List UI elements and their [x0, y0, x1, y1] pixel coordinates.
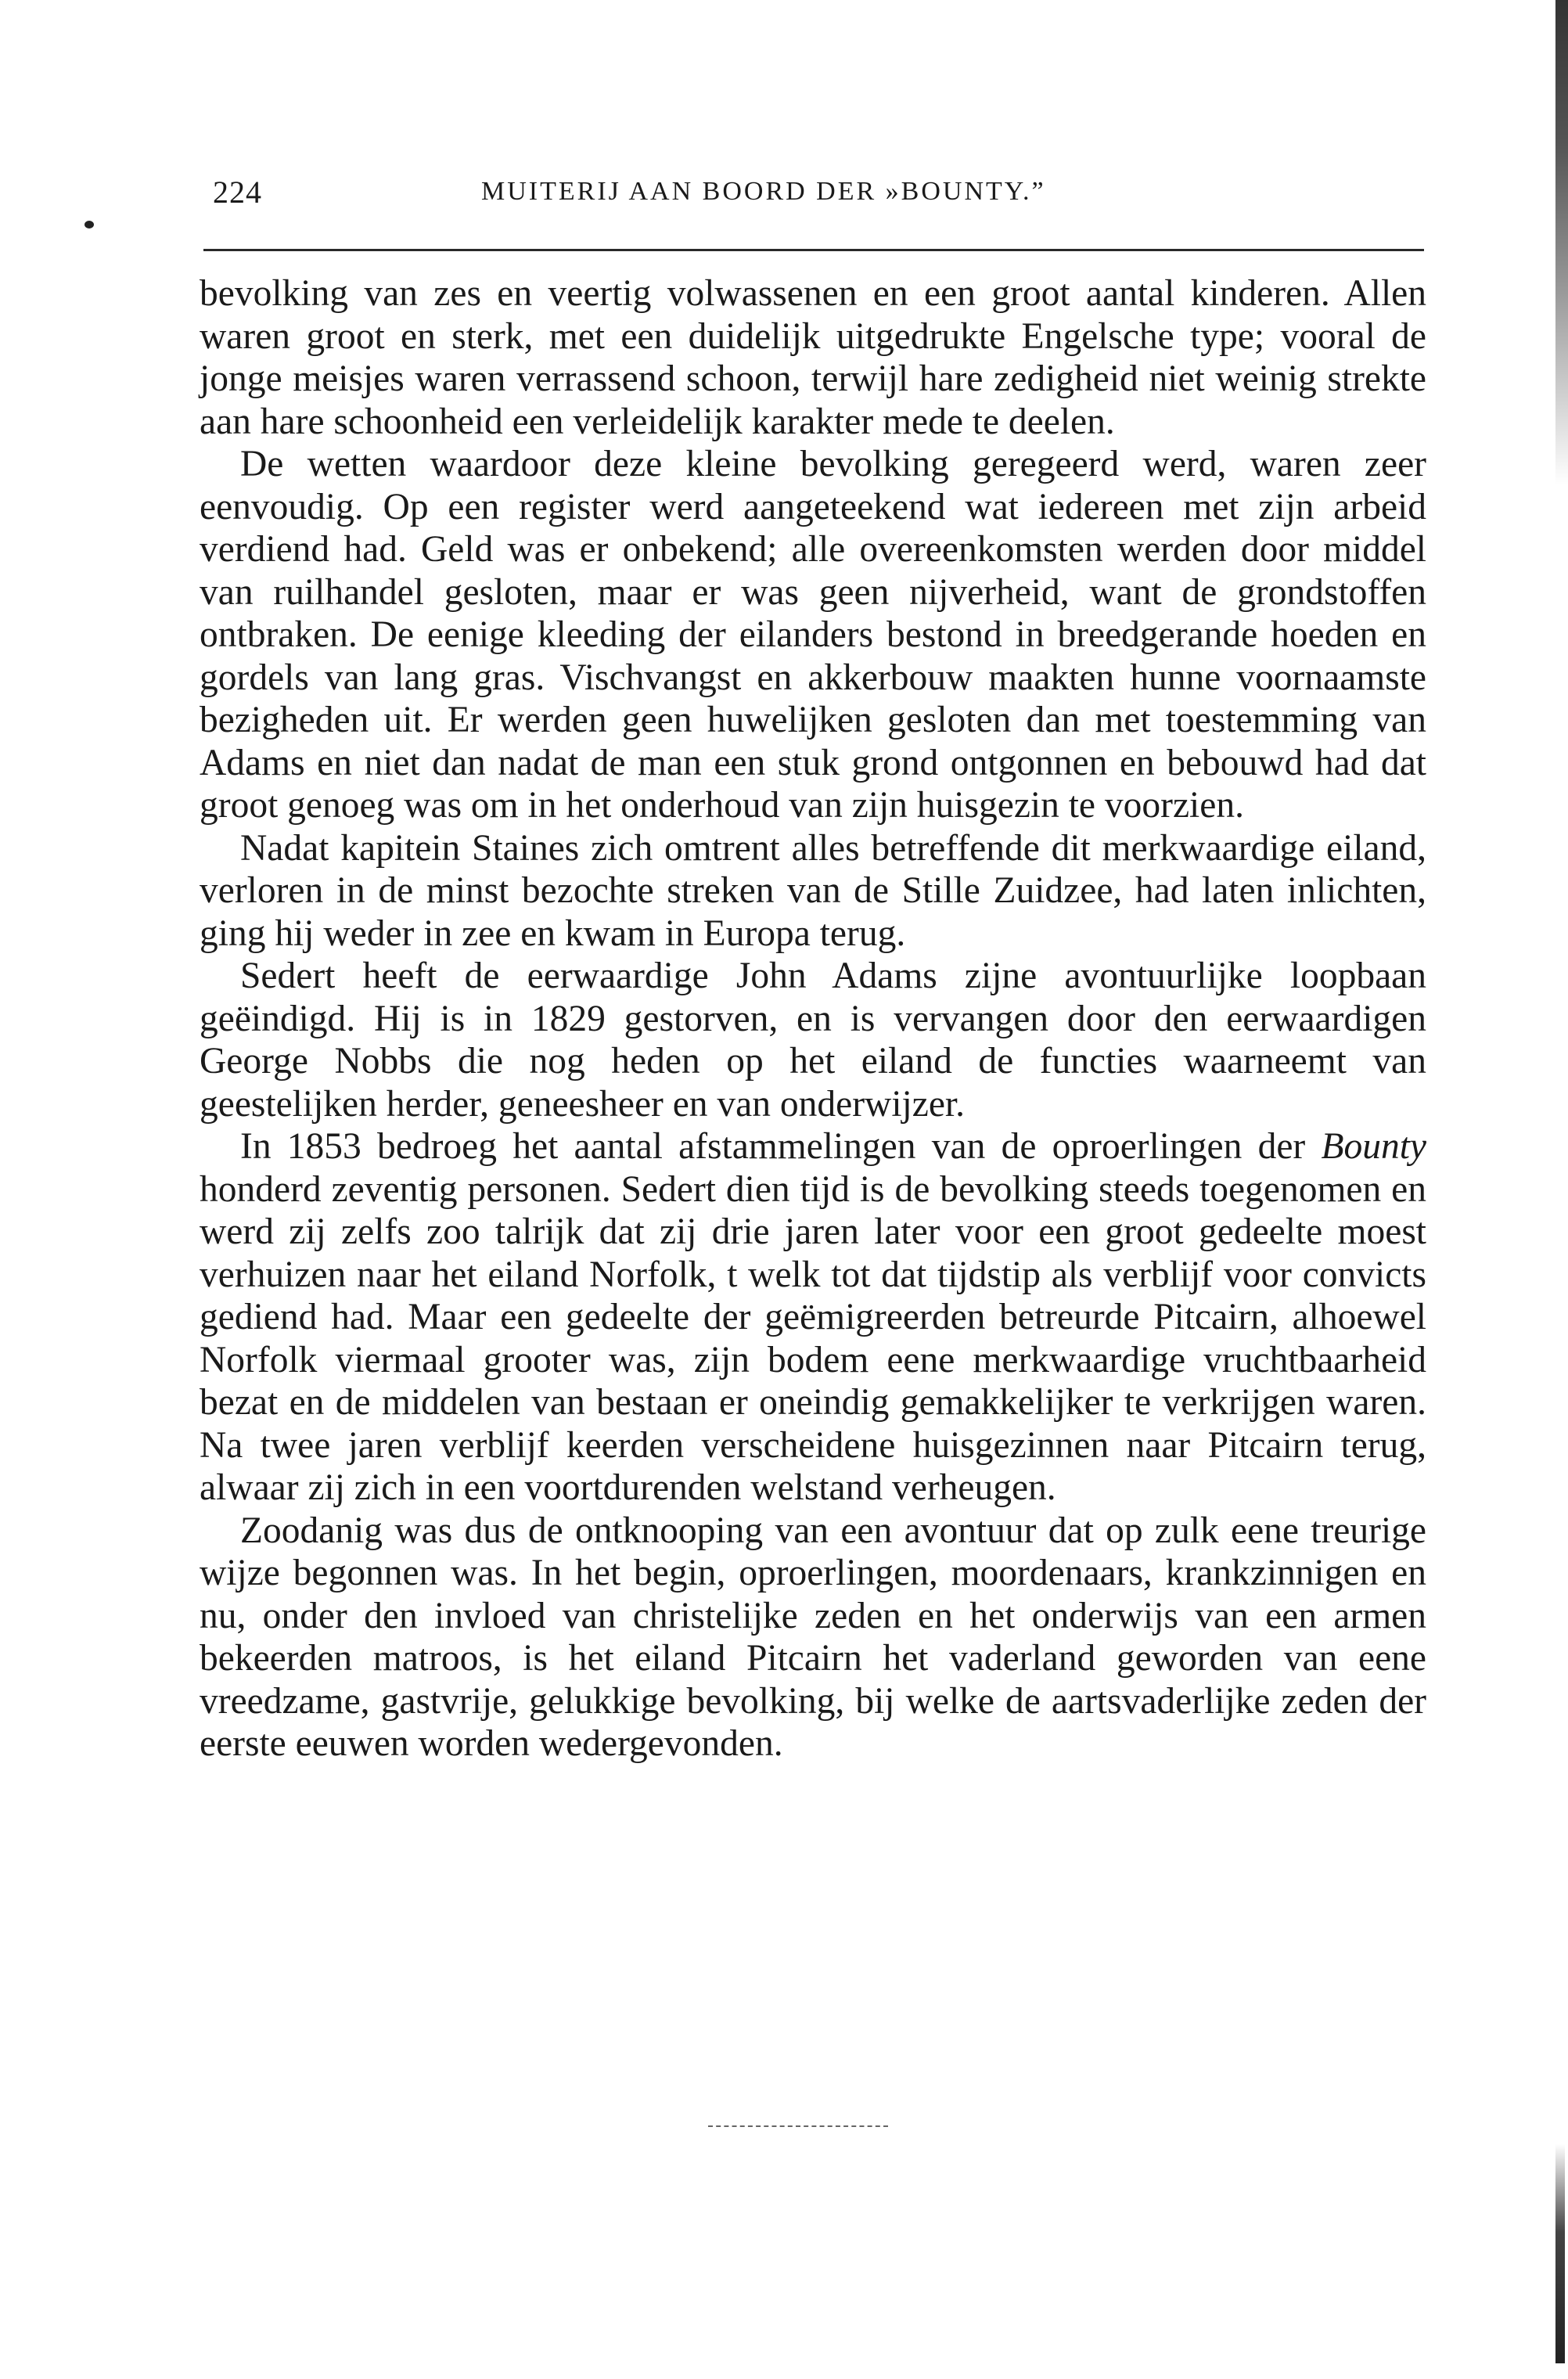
body-text [200, 272, 1426, 1765]
header-rule [203, 249, 1424, 251]
ship-name-italic: Bounty [1321, 1126, 1426, 1167]
paragraph-5: In 1853 bedroeg het aantal afstammelingen van de oproerlingen der Bounty honderd zeventig personen. Sedert dien tijd is de bevolking steeds toegenomen en werd zij zelfs zoo talrijk dat zij drie jaren later voor een groot gedeelte moest verhuizen naar het eiland Norfolk, t welk tot dat tijdstip als verblijf voor convicts gediend had. Maar een gedeelte der geëmigreerden betreurde Pitcairn, alhoewel Norfolk viermaal grooter was, zijn bodem eene merkwaardige vruchtbaarheid bezat en de middelen van bestaan er oneindig gemakkelijker te verkrijgen waren. Na twee jaren verblijf keerden verscheidene huisgezinnen naar Pitcairn terug, alwaar zij zich in een voortdurenden welstand verheugen. [200, 1126, 1426, 1508]
closing-rule [708, 2125, 888, 2127]
page-number: 224 [213, 175, 262, 210]
scan-edge-shadow-bottom [1555, 2144, 1565, 2363]
paragraph-2: De wetten waardoor deze kleine bevolking geregeerd werd, waren zeer eenvoudig. Op een register werd aangeteekend wat iedereen met zijn arbeid verdiend had. Geld was er onbekend; alle overeenkomsten werden door middel van ruilhandel gesloten, maar er was geen nijverheid, want de grondstoffen ontbraken. De eenige kleeding der eilanders bestond in breedgerande hoeden en gordels van lang gras. Vischvangst en akkerbouw maakten hunne voornaamste bezigheden uit. Er werden geen huwelijken gesloten dan met toestemming van Adams en niet dan nadat de man een stuk grond ontgonnen en bebouwd had dat groot genoeg was om in het onderhoud van zijn huisgezin te voorzien. [200, 444, 1426, 826]
paragraph-6: Zoodanig was dus de ontknooping van een avontuur dat op zulk eene treurige wijze begonnen was. In het begin, oproerlingen, moordenaars, krankzinnigen en nu, onder den invloed van christelijke zeden en het onderwijs van een armen bekeerden matroos, is het eiland Pitcairn het vaderland geworden van eene vreedzame, gastvrije, gelukkige bevolking, bij welke de aartsvaderlijke zeden der eerste eeuwen worden wedergevonden. [200, 1510, 1426, 1764]
running-head: MUITERIJ AAN BOORD DER »BOUNTY.” [481, 177, 1046, 206]
paragraph-1: bevolking van zes en veertig volwassenen en een groot aantal kinderen. Allen waren groot en sterk, met een duidelijk uitgedrukte Engelsche type; vooral de jonge meisjes waren verrassend schoon, terwijl hare zedigheid niet weinig strekte aan hare schoonheid een verleidelijk karakter mede te deelen. [200, 273, 1426, 442]
scan-edge-shadow-top [1555, 0, 1568, 485]
paragraph-3: Nadat kapitein Staines zich omtrent alles betreffende dit merkwaardige eiland, verloren in de minst bezochte streken van de Stille Zuidzee, had laten inlichten, ging hij weder in zee en kwam in Europa terug. [200, 827, 1426, 954]
paragraph-4: Sedert heeft de eerwaardige John Adams zijne avontuurlijke loopbaan geëindigd. Hij is in 1829 gestorven, en is vervangen door den eerwaardigen George Nobbs die nog heden op het eiland de functies waarneemt van geestelijken herder, geneesheer en van onderwijzer. [200, 956, 1426, 1125]
ink-smudge [85, 221, 94, 229]
page-header [203, 174, 1424, 221]
